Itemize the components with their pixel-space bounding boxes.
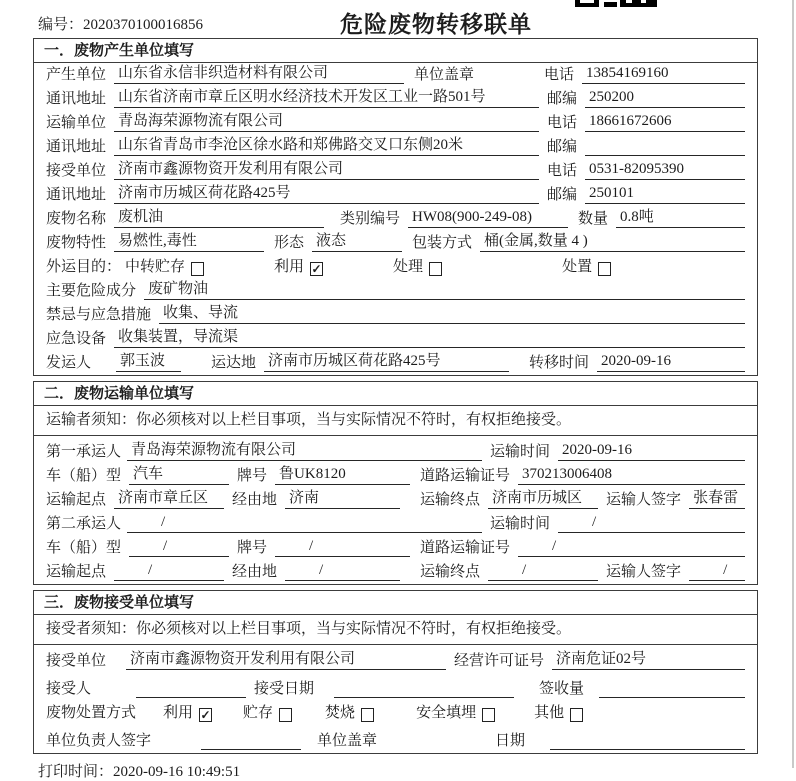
checkbox-dispose[interactable] bbox=[598, 262, 611, 276]
hazard-value: 废矿物油 bbox=[144, 280, 745, 300]
checkbox-other[interactable] bbox=[570, 708, 583, 722]
receiver-notice bbox=[34, 615, 757, 645]
road-license-value: 370213006408 bbox=[518, 465, 745, 485]
transporter-value: 青岛海荣源物流有限公司 bbox=[114, 112, 539, 132]
origin-label: 运输起点 bbox=[46, 492, 107, 508]
row-consignor bbox=[34, 351, 757, 375]
signed-amount-value bbox=[599, 679, 745, 698]
notice-label: 接受者须知： bbox=[46, 621, 137, 637]
carrier-sign-label: 运输人签字 bbox=[606, 564, 682, 580]
section-transport-title: 二．废物运输单位填写 bbox=[34, 382, 757, 406]
signed-amount-label: 签收量 bbox=[539, 681, 585, 697]
packing-value: 桶(金属,数量 4 ) bbox=[480, 232, 745, 252]
character-label: 废物特性 bbox=[46, 235, 107, 251]
phone-value: 13854169160 bbox=[582, 64, 745, 84]
row-second-carrier bbox=[34, 512, 757, 536]
zip-value: 250200 bbox=[585, 88, 745, 108]
responsible-sign-label: 单位负责人签字 bbox=[46, 733, 152, 749]
receiver-label: 接受单位 bbox=[46, 163, 107, 179]
row-route-2 bbox=[34, 560, 757, 584]
transport-time-value: 2020-09-16 bbox=[558, 441, 745, 461]
character-value: 易燃性,毒性 bbox=[114, 232, 264, 252]
row-waste-character bbox=[34, 231, 757, 255]
row-first-carrier bbox=[34, 436, 757, 464]
receiver-person-value bbox=[136, 679, 246, 698]
phone-value: 0531-82095390 bbox=[585, 160, 745, 180]
purpose-option-label: 处置 bbox=[562, 259, 593, 275]
receiver-person-label: 接受人 bbox=[46, 681, 92, 697]
disposal-option-label: 焚烧 bbox=[325, 705, 356, 721]
transfer-time-value: 2020-09-16 bbox=[597, 352, 745, 372]
vehicle-type-label: 车（船）型 bbox=[46, 468, 122, 484]
plate-value: / bbox=[275, 537, 410, 557]
section-transport bbox=[33, 381, 758, 585]
destination-value: 济南市历城区荷花路425号 bbox=[264, 352, 509, 372]
row-receiving-unit bbox=[34, 645, 757, 673]
transport-time-value: / bbox=[558, 513, 745, 533]
document-header bbox=[0, 0, 796, 38]
receiver-value: 济南市鑫源物资开发利用有限公司 bbox=[114, 160, 539, 180]
row-transporter-address bbox=[34, 135, 757, 159]
notice-label: 运输者须知： bbox=[46, 412, 137, 428]
date-label: 日期 bbox=[495, 733, 526, 749]
category-label: 类别编号 bbox=[340, 211, 401, 227]
via-value: 济南 bbox=[285, 489, 400, 509]
section-producer-title: 一．废物产生单位填写 bbox=[34, 39, 757, 63]
purpose-option-label: 利用 bbox=[274, 259, 305, 275]
row-route-1 bbox=[34, 488, 757, 512]
unit-seal-label: 单位盖章 bbox=[414, 67, 475, 83]
row-taboo-measures bbox=[34, 303, 757, 327]
row-vehicle-2 bbox=[34, 536, 757, 560]
end-value: / bbox=[488, 561, 598, 581]
carrier-label: 第二承运人 bbox=[46, 516, 122, 532]
checkbox-utilize[interactable]: ✓ bbox=[200, 708, 211, 722]
quantity-value: 0.8吨 bbox=[616, 208, 745, 228]
disposal-label: 废物处置方式 bbox=[46, 705, 137, 721]
road-license-value: / bbox=[518, 537, 745, 557]
disposal-option-label: 其他 bbox=[534, 705, 565, 721]
carrier-sign-value: / bbox=[689, 561, 745, 581]
address-value: 济南市历城区荷花路425号 bbox=[114, 184, 539, 204]
road-license-label: 道路运输证号 bbox=[420, 468, 511, 484]
row-waste-name bbox=[34, 207, 757, 231]
row-disposal-method bbox=[34, 701, 757, 725]
transfer-time-label: 转移时间 bbox=[529, 355, 590, 371]
hazard-label: 主要危险成分 bbox=[46, 283, 137, 299]
waste-name-label: 废物名称 bbox=[46, 211, 107, 227]
receiving-unit-value: 济南市鑫源物资开发利用有限公司 bbox=[126, 650, 446, 670]
category-value: HW08(900-249-08) bbox=[408, 208, 568, 228]
section-producer bbox=[33, 38, 758, 376]
manifest-number-value: 2020370100016856 bbox=[83, 17, 204, 33]
address-label: 通讯地址 bbox=[46, 139, 107, 155]
destination-label: 运达地 bbox=[211, 355, 257, 371]
via-value: / bbox=[285, 561, 400, 581]
phone-label: 电话 bbox=[544, 67, 575, 83]
address-label: 通讯地址 bbox=[46, 187, 107, 203]
phone-label: 电话 bbox=[546, 163, 577, 179]
taboo-value: 收集、导流 bbox=[159, 304, 745, 324]
page-right-edge bbox=[792, 0, 794, 768]
receiving-unit-label: 接受单位 bbox=[46, 653, 107, 669]
zip-value bbox=[585, 137, 745, 156]
disposal-option-label: 利用 bbox=[163, 705, 194, 721]
checkbox-store[interactable] bbox=[279, 708, 292, 722]
row-responsible-sign bbox=[34, 725, 757, 753]
consignor-label: 发运人 bbox=[46, 355, 92, 371]
row-producer-address bbox=[34, 87, 757, 111]
consignor-value: 郭玉波 bbox=[116, 352, 181, 372]
taboo-label: 禁忌与应急措施 bbox=[46, 307, 152, 323]
carrier-label: 第一承运人 bbox=[46, 444, 122, 460]
disposal-option-label: 安全填埋 bbox=[416, 705, 477, 721]
row-receiver-address bbox=[34, 183, 757, 207]
carrier-value: 青岛海荣源物流有限公司 bbox=[127, 441, 482, 461]
responsible-sign-value bbox=[201, 731, 301, 750]
row-emergency-equipment bbox=[34, 327, 757, 351]
checkbox-treat[interactable] bbox=[429, 262, 442, 276]
phone-value: 18661672606 bbox=[585, 112, 745, 132]
purpose-option-label: 处理 bbox=[393, 259, 424, 275]
document-title: 危险废物转移联单 bbox=[340, 12, 532, 37]
zip-label: 邮编 bbox=[546, 187, 577, 203]
row-vehicle-1 bbox=[34, 464, 757, 488]
plate-label: 牌号 bbox=[237, 540, 268, 556]
origin-value: 济南市章丘区 bbox=[114, 489, 224, 509]
address-value: 山东省青岛市李沧区徐水路和郑佛路交叉口东侧20米 bbox=[114, 136, 539, 156]
purpose-option-label: 中转贮存 bbox=[125, 259, 186, 275]
zip-label: 邮编 bbox=[546, 91, 577, 107]
checkbox-utilize[interactable]: ✓ bbox=[311, 262, 322, 276]
transport-time-label: 运输时间 bbox=[490, 516, 551, 532]
via-label: 经由地 bbox=[232, 564, 278, 580]
unit-seal-label: 单位盖章 bbox=[317, 733, 378, 749]
zip-value: 250101 bbox=[585, 184, 745, 204]
transport-notice bbox=[34, 406, 757, 436]
via-label: 经由地 bbox=[232, 492, 278, 508]
plate-label: 牌号 bbox=[237, 468, 268, 484]
origin-value: / bbox=[114, 561, 224, 581]
road-license-label: 道路运输证号 bbox=[420, 540, 511, 556]
checkbox-transfer-storage[interactable] bbox=[191, 262, 204, 276]
address-value: 山东省济南市章丘区明水经济技术开发区工业一路501号 bbox=[114, 88, 539, 108]
form-value: 液态 bbox=[312, 232, 402, 252]
disposal-option-label: 贮存 bbox=[243, 705, 274, 721]
permit-value: 济南危证02号 bbox=[552, 650, 745, 670]
purpose-label: 外运目的： bbox=[46, 259, 122, 275]
print-time-label: 打印时间： bbox=[38, 764, 114, 780]
checkbox-incinerate[interactable] bbox=[361, 708, 374, 722]
carrier-sign-label: 运输人签字 bbox=[606, 492, 682, 508]
producer-label: 产生单位 bbox=[46, 67, 107, 83]
quantity-label: 数量 bbox=[578, 211, 609, 227]
waste-name-value: 废机油 bbox=[114, 208, 324, 228]
phone-label: 电话 bbox=[546, 115, 577, 131]
end-label: 运输终点 bbox=[420, 492, 481, 508]
transport-time-label: 运输时间 bbox=[490, 444, 551, 460]
date-value bbox=[550, 731, 745, 750]
plate-value: 鲁UK8120 bbox=[275, 465, 410, 485]
print-time bbox=[38, 760, 796, 781]
carrier-value: / bbox=[127, 513, 482, 533]
receive-date-label: 接受日期 bbox=[254, 681, 315, 697]
packing-label: 包装方式 bbox=[412, 235, 473, 251]
row-transfer-purpose bbox=[34, 255, 757, 279]
notice-text: 你必须核对以上栏目事项，当与实际情况不符时，有权拒绝接受。 bbox=[136, 412, 572, 428]
zip-label: 邮编 bbox=[546, 139, 577, 155]
row-producer bbox=[34, 63, 757, 87]
transporter-label: 运输单位 bbox=[46, 115, 107, 131]
row-receiver-person bbox=[34, 673, 757, 701]
permit-label: 经营许可证号 bbox=[454, 653, 545, 669]
notice-text: 你必须核对以上栏目事项，当与实际情况不符时，有权拒绝接受。 bbox=[136, 621, 572, 637]
vehicle-type-value: 汽车 bbox=[129, 465, 229, 485]
row-hazard-component bbox=[34, 279, 757, 303]
end-value: 济南市历城区 bbox=[488, 489, 598, 509]
form-label: 形态 bbox=[274, 235, 305, 251]
origin-label: 运输起点 bbox=[46, 564, 107, 580]
checkbox-landfill[interactable] bbox=[482, 708, 495, 722]
equipment-label: 应急设备 bbox=[46, 331, 107, 347]
print-time-value: 2020-09-16 10:49:51 bbox=[113, 764, 241, 780]
manifest-number-label: 编号： bbox=[38, 17, 84, 33]
section-receiver-title: 三．废物接受单位填写 bbox=[34, 591, 757, 615]
vehicle-type-value: / bbox=[129, 537, 229, 557]
carrier-sign-value: 张春雷 bbox=[689, 489, 745, 509]
section-receiver bbox=[33, 590, 758, 754]
equipment-value: 收集装置，导流渠 bbox=[114, 328, 745, 348]
receive-date-value bbox=[334, 679, 514, 698]
end-label: 运输终点 bbox=[420, 564, 481, 580]
producer-value: 山东省永信非织造材料有限公司 bbox=[114, 64, 404, 84]
address-label: 通讯地址 bbox=[46, 91, 107, 107]
row-transporter bbox=[34, 111, 757, 135]
vehicle-type-label: 车（船）型 bbox=[46, 540, 122, 556]
row-receiver bbox=[34, 159, 757, 183]
